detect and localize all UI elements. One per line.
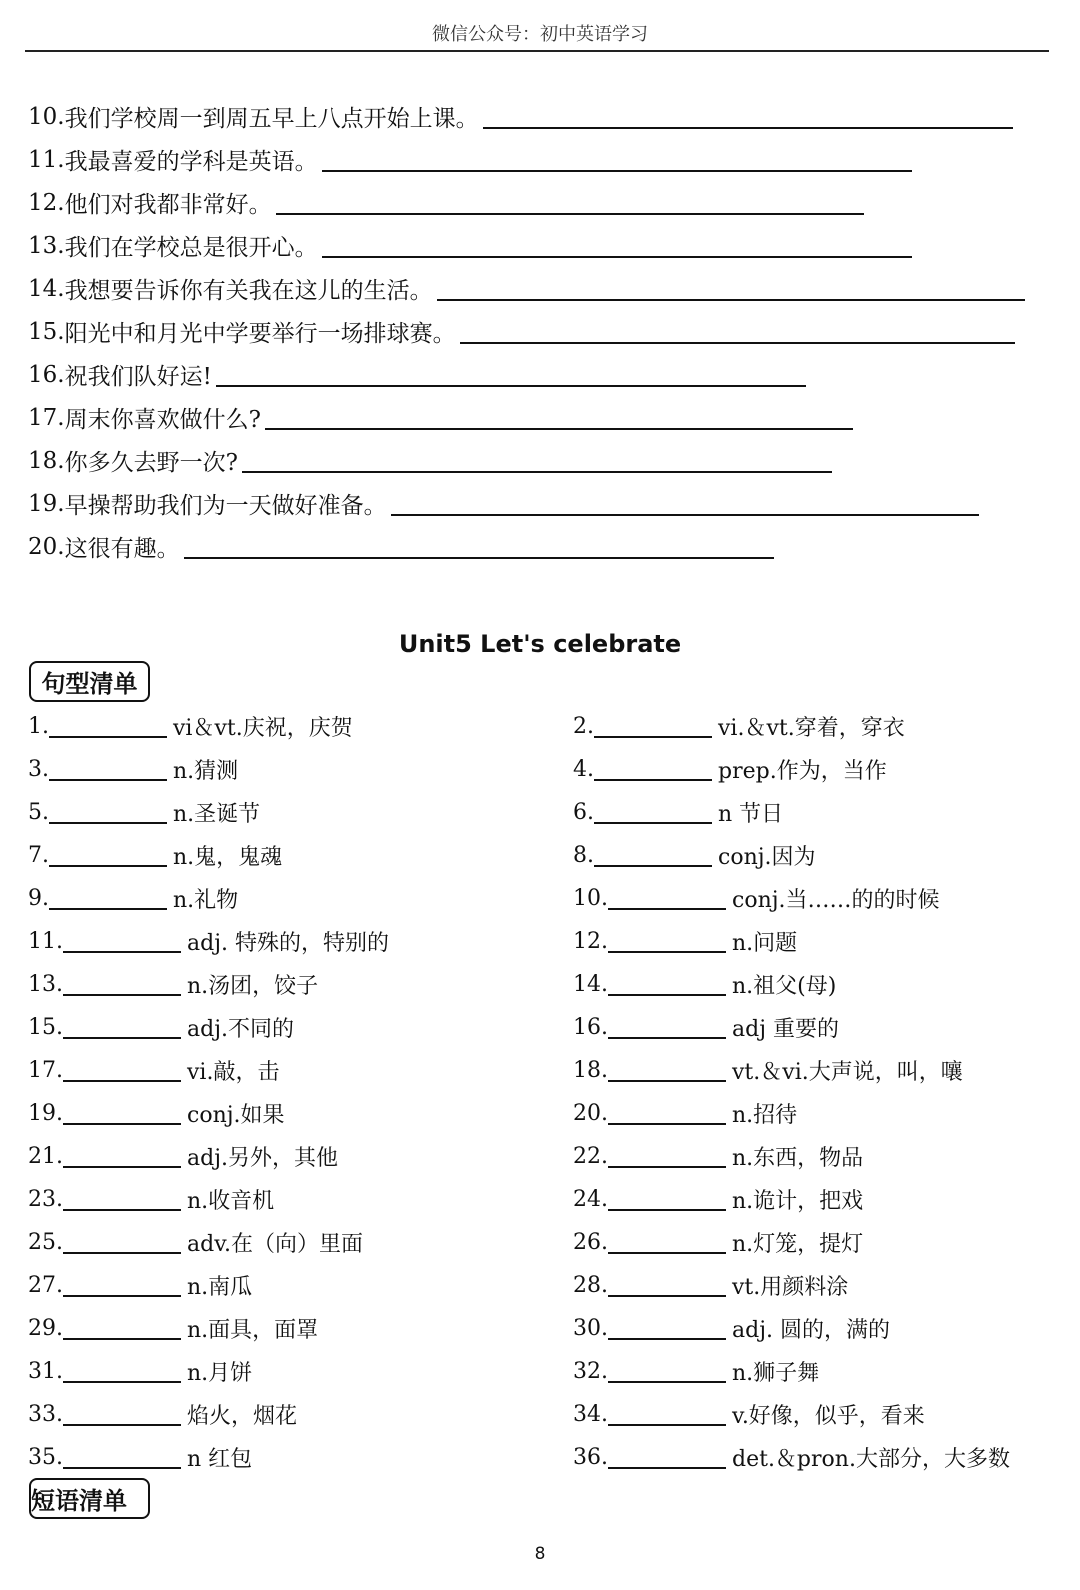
vocab-blank[interactable] [608, 1103, 726, 1125]
vocab-number: 13. [28, 972, 63, 997]
translation-list [28, 95, 1050, 568]
answer-line[interactable] [391, 492, 979, 516]
vocab-item [573, 1049, 963, 1092]
sentence-row [28, 439, 1050, 482]
vocab-number: 2. [573, 714, 594, 739]
vocab-item [28, 748, 238, 791]
vocab-blank[interactable] [594, 845, 712, 867]
vocab-blank[interactable] [49, 716, 167, 738]
vocab-item [28, 963, 318, 1006]
vocab-item [573, 1436, 1010, 1479]
answer-line[interactable] [460, 320, 1015, 344]
sentence-number: 12. [28, 189, 65, 216]
vocab-blank[interactable] [608, 1232, 726, 1254]
vocab-definition: adv.在（向）里面 [187, 1232, 364, 1257]
vocab-item [573, 834, 816, 877]
vocab-blank[interactable] [594, 716, 712, 738]
vocab-definition: n.南瓜 [187, 1275, 253, 1300]
sentence-row [28, 353, 1050, 396]
vocab-item [573, 748, 887, 791]
vocab-number: 11. [28, 929, 63, 954]
vocab-row [28, 1178, 1050, 1221]
vocab-row [28, 877, 1050, 920]
answer-line[interactable] [322, 148, 912, 172]
vocab-definition: n.月饼 [187, 1361, 253, 1386]
vocab-blank[interactable] [63, 931, 181, 953]
sentence-number: 11. [28, 146, 65, 173]
vocab-number: 4. [573, 757, 594, 782]
sentence-text: 我们学校周一到周五早上八点开始上课。 [64, 106, 479, 132]
vocab-definition: n.汤团，饺子 [187, 974, 319, 999]
vocab-number: 12. [573, 929, 608, 954]
vocab-item [573, 1092, 797, 1135]
sentence-number: 19. [28, 490, 65, 517]
vocab-definition: adj.另外，其他 [187, 1146, 339, 1171]
answer-line[interactable] [483, 105, 1013, 129]
vocab-number: 10. [573, 886, 608, 911]
sentence-row [28, 525, 1050, 568]
vocab-definition: n.祖父(母) [732, 974, 837, 999]
vocab-blank[interactable] [63, 1447, 181, 1469]
vocab-item [28, 1393, 297, 1436]
vocab-blank[interactable] [63, 974, 181, 996]
vocab-definition: v.好像，似乎，看来 [732, 1404, 925, 1429]
page-number: 8 [534, 1544, 546, 1564]
vocab-definition: n.东西，物品 [732, 1146, 864, 1171]
vocab-definition: n.圣诞节 [173, 802, 261, 827]
sentence-text: 周末你喜欢做什么? [64, 407, 261, 433]
vocab-number: 17. [28, 1058, 63, 1083]
vocab-blank[interactable] [608, 1146, 726, 1168]
vocab-definition: vi.＆vt.穿着，穿衣 [718, 716, 905, 741]
vocab-blank[interactable] [594, 802, 712, 824]
vocab-number: 19. [28, 1101, 63, 1126]
answer-line[interactable] [265, 406, 853, 430]
vocab-definition: n.猜测 [173, 759, 239, 784]
sentence-row [28, 224, 1050, 267]
vocab-number: 3. [28, 757, 49, 782]
vocab-blank[interactable] [608, 1189, 726, 1211]
vocab-item [573, 1307, 890, 1350]
vocab-row [28, 705, 1050, 748]
vocab-item [573, 1006, 839, 1049]
sentence-row [28, 95, 1050, 138]
vocab-definition: vt.＆vi.大声说，叫，嚷 [732, 1060, 963, 1085]
vocab-number: 23. [28, 1187, 63, 1212]
vocab-blank[interactable] [608, 1447, 726, 1469]
vocab-number: 14. [573, 972, 608, 997]
vocab-number: 16. [573, 1015, 608, 1040]
vocab-number: 20. [573, 1101, 608, 1126]
vocab-item [573, 877, 940, 920]
vocab-blank[interactable] [608, 931, 726, 953]
vocab-blank[interactable] [608, 1404, 726, 1426]
vocab-blank[interactable] [63, 1189, 181, 1211]
sentence-row [28, 138, 1050, 181]
vocab-definition: n.面具，面罩 [187, 1318, 319, 1343]
vocab-item [28, 791, 260, 834]
sentence-number: 13. [28, 232, 65, 259]
vocab-definition: n.招待 [732, 1103, 798, 1128]
vocab-row [28, 1264, 1050, 1307]
vocab-item [573, 920, 797, 963]
vocab-number: 31. [28, 1359, 63, 1384]
vocab-number: 25. [28, 1230, 63, 1255]
vocab-row [28, 791, 1050, 834]
vocab-item [573, 1178, 863, 1221]
vocab-blank[interactable] [608, 888, 726, 910]
sentence-text: 早操帮助我们为一天做好准备。 [64, 493, 387, 519]
vocab-number: 34. [573, 1402, 608, 1427]
vocab-blank[interactable] [63, 1103, 181, 1125]
vocab-blank[interactable] [608, 1361, 726, 1383]
sentence-row [28, 181, 1050, 224]
answer-line[interactable] [242, 449, 832, 473]
vocab-number: 26. [573, 1230, 608, 1255]
sentence-text: 你多久去野一次? [64, 450, 238, 476]
vocab-definition: det.＆pron.大部分，大多数 [732, 1447, 1010, 1472]
vocab-item [573, 1264, 848, 1307]
answer-line[interactable] [184, 535, 774, 559]
vocab-number: 27. [28, 1273, 63, 1298]
vocab-row [28, 1135, 1050, 1178]
vocab-row [28, 1307, 1050, 1350]
vocab-blank[interactable] [63, 1060, 181, 1082]
vocab-number: 5. [28, 800, 49, 825]
vocab-number: 29. [28, 1316, 63, 1341]
vocab-definition: 焰火，烟花 [187, 1404, 298, 1429]
vocab-item [28, 1178, 274, 1221]
vocab-blank[interactable] [608, 1017, 726, 1039]
vocab-number: 32. [573, 1359, 608, 1384]
vocab-blank[interactable] [594, 759, 712, 781]
sentence-number: 16. [28, 361, 65, 388]
sentence-number: 20. [28, 533, 65, 560]
vocab-row [28, 1092, 1050, 1135]
vocab-definition: n.收音机 [187, 1189, 275, 1214]
vocab-item [28, 1350, 252, 1393]
vocab-definition: conj.当……的的时候 [732, 888, 940, 913]
vocab-row [28, 1350, 1050, 1393]
sentence-text: 我想要告诉你有关我在这儿的生活。 [64, 278, 433, 304]
vocab-definition: adj. 圆的，满的 [732, 1318, 891, 1343]
vocab-section-label: 句型清单 [29, 661, 150, 702]
vocab-definition: n.诡计，把戏 [732, 1189, 864, 1214]
vocab-number: 28. [573, 1273, 608, 1298]
vocab-blank[interactable] [63, 1146, 181, 1168]
vocab-item [28, 1264, 252, 1307]
sentence-number: 18. [28, 447, 65, 474]
vocab-definition: n.鬼，鬼魂 [173, 845, 283, 870]
vocab-definition: vi.敲，击 [187, 1060, 280, 1085]
answer-line[interactable] [322, 234, 912, 258]
vocab-blank[interactable] [63, 1232, 181, 1254]
vocab-item [28, 920, 389, 963]
vocab-number: 33. [28, 1402, 63, 1427]
vocab-blank[interactable] [608, 1275, 726, 1297]
vocab-number: 18. [573, 1058, 608, 1083]
vocab-blank[interactable] [49, 802, 167, 824]
vocab-row [28, 1436, 1050, 1479]
sentence-number: 15. [28, 318, 65, 345]
vocab-blank[interactable] [63, 1275, 181, 1297]
sentence-row [28, 482, 1050, 525]
sentence-number: 10. [28, 103, 65, 130]
vocab-definition: n 红包 [187, 1447, 253, 1472]
header-divider [25, 50, 1049, 52]
vocab-item [28, 1006, 294, 1049]
vocab-definition: conj.如果 [187, 1103, 285, 1128]
vocab-definition: prep.作为，当作 [718, 759, 887, 784]
sentence-number: 17. [28, 404, 65, 431]
vocab-item [28, 1135, 338, 1178]
answer-line[interactable] [437, 277, 1025, 301]
vocab-blank[interactable] [63, 1017, 181, 1039]
vocab-item [28, 1436, 252, 1479]
sentence-number: 14. [28, 275, 65, 302]
vocab-definition: n.问题 [732, 931, 798, 956]
page-header: 微信公众号：初中英语学习 [432, 24, 648, 45]
sentence-text: 祝我们队好运! [64, 364, 212, 390]
vocab-number: 8. [573, 843, 594, 868]
vocab-blank[interactable] [608, 1060, 726, 1082]
sentence-text: 我最喜爱的学科是英语。 [64, 149, 318, 175]
vocab-item [573, 791, 783, 834]
vocab-row [28, 1221, 1050, 1264]
unit-title: Unit5 Let's celebrate [398, 630, 682, 658]
vocab-item [28, 877, 238, 920]
vocab-number: 1. [28, 714, 49, 739]
vocab-blank[interactable] [608, 1318, 726, 1340]
vocab-number: 30. [573, 1316, 608, 1341]
vocab-item [573, 1393, 925, 1436]
vocab-blank[interactable] [63, 1361, 181, 1383]
vocab-number: 24. [573, 1187, 608, 1212]
vocab-definition: n 节日 [718, 802, 784, 827]
vocab-row [28, 1006, 1050, 1049]
vocab-blank[interactable] [63, 1404, 181, 1426]
vocab-item [28, 1092, 285, 1135]
vocab-row [28, 963, 1050, 1006]
vocab-item [28, 705, 353, 748]
vocab-blank[interactable] [49, 845, 167, 867]
sentence-text: 他们对我都非常好。 [64, 192, 272, 218]
vocab-blank[interactable] [49, 888, 167, 910]
vocab-definition: conj.因为 [718, 845, 816, 870]
phrase-section-label: 短语清单 [29, 1478, 150, 1519]
vocab-row [28, 1393, 1050, 1436]
vocab-definition: vi＆vt.庆祝，庆贺 [173, 716, 353, 741]
vocab-number: 15. [28, 1015, 63, 1040]
vocab-number: 22. [573, 1144, 608, 1169]
vocab-number: 21. [28, 1144, 63, 1169]
sentence-text: 这很有趣。 [64, 536, 180, 562]
sentence-row [28, 310, 1050, 353]
vocab-item [28, 834, 282, 877]
vocab-item [28, 1049, 279, 1092]
vocab-definition: adj 重要的 [732, 1017, 840, 1042]
vocab-definition: n.灯笼，提灯 [732, 1232, 864, 1257]
vocab-row [28, 1049, 1050, 1092]
vocab-item [573, 705, 905, 748]
vocab-blank[interactable] [49, 759, 167, 781]
vocab-list [28, 705, 1050, 1479]
vocab-item [573, 1221, 863, 1264]
answer-line[interactable] [216, 363, 806, 387]
vocab-number: 6. [573, 800, 594, 825]
vocab-blank[interactable] [63, 1318, 181, 1340]
vocab-number: 35. [28, 1445, 63, 1470]
vocab-item [28, 1221, 363, 1264]
vocab-item [573, 1135, 863, 1178]
vocab-item [28, 1307, 318, 1350]
sentence-row [28, 267, 1050, 310]
vocab-definition: vt.用颜料涂 [732, 1275, 849, 1300]
vocab-definition: adj. 特殊的，特别的 [187, 931, 390, 956]
vocab-item [573, 963, 836, 1006]
vocab-item [573, 1350, 819, 1393]
vocab-number: 36. [573, 1445, 608, 1470]
vocab-definition: n.狮子舞 [732, 1361, 820, 1386]
vocab-definition: n.礼物 [173, 888, 239, 913]
sentence-text: 我们在学校总是很开心。 [64, 235, 318, 261]
answer-line[interactable] [276, 191, 864, 215]
vocab-definition: adj.不同的 [187, 1017, 295, 1042]
vocab-row [28, 920, 1050, 963]
vocab-row [28, 748, 1050, 791]
vocab-number: 7. [28, 843, 49, 868]
vocab-row [28, 834, 1050, 877]
vocab-blank[interactable] [608, 974, 726, 996]
vocab-number: 9. [28, 886, 49, 911]
sentence-row [28, 396, 1050, 439]
sentence-text: 阳光中和月光中学要举行一场排球赛。 [64, 321, 456, 347]
